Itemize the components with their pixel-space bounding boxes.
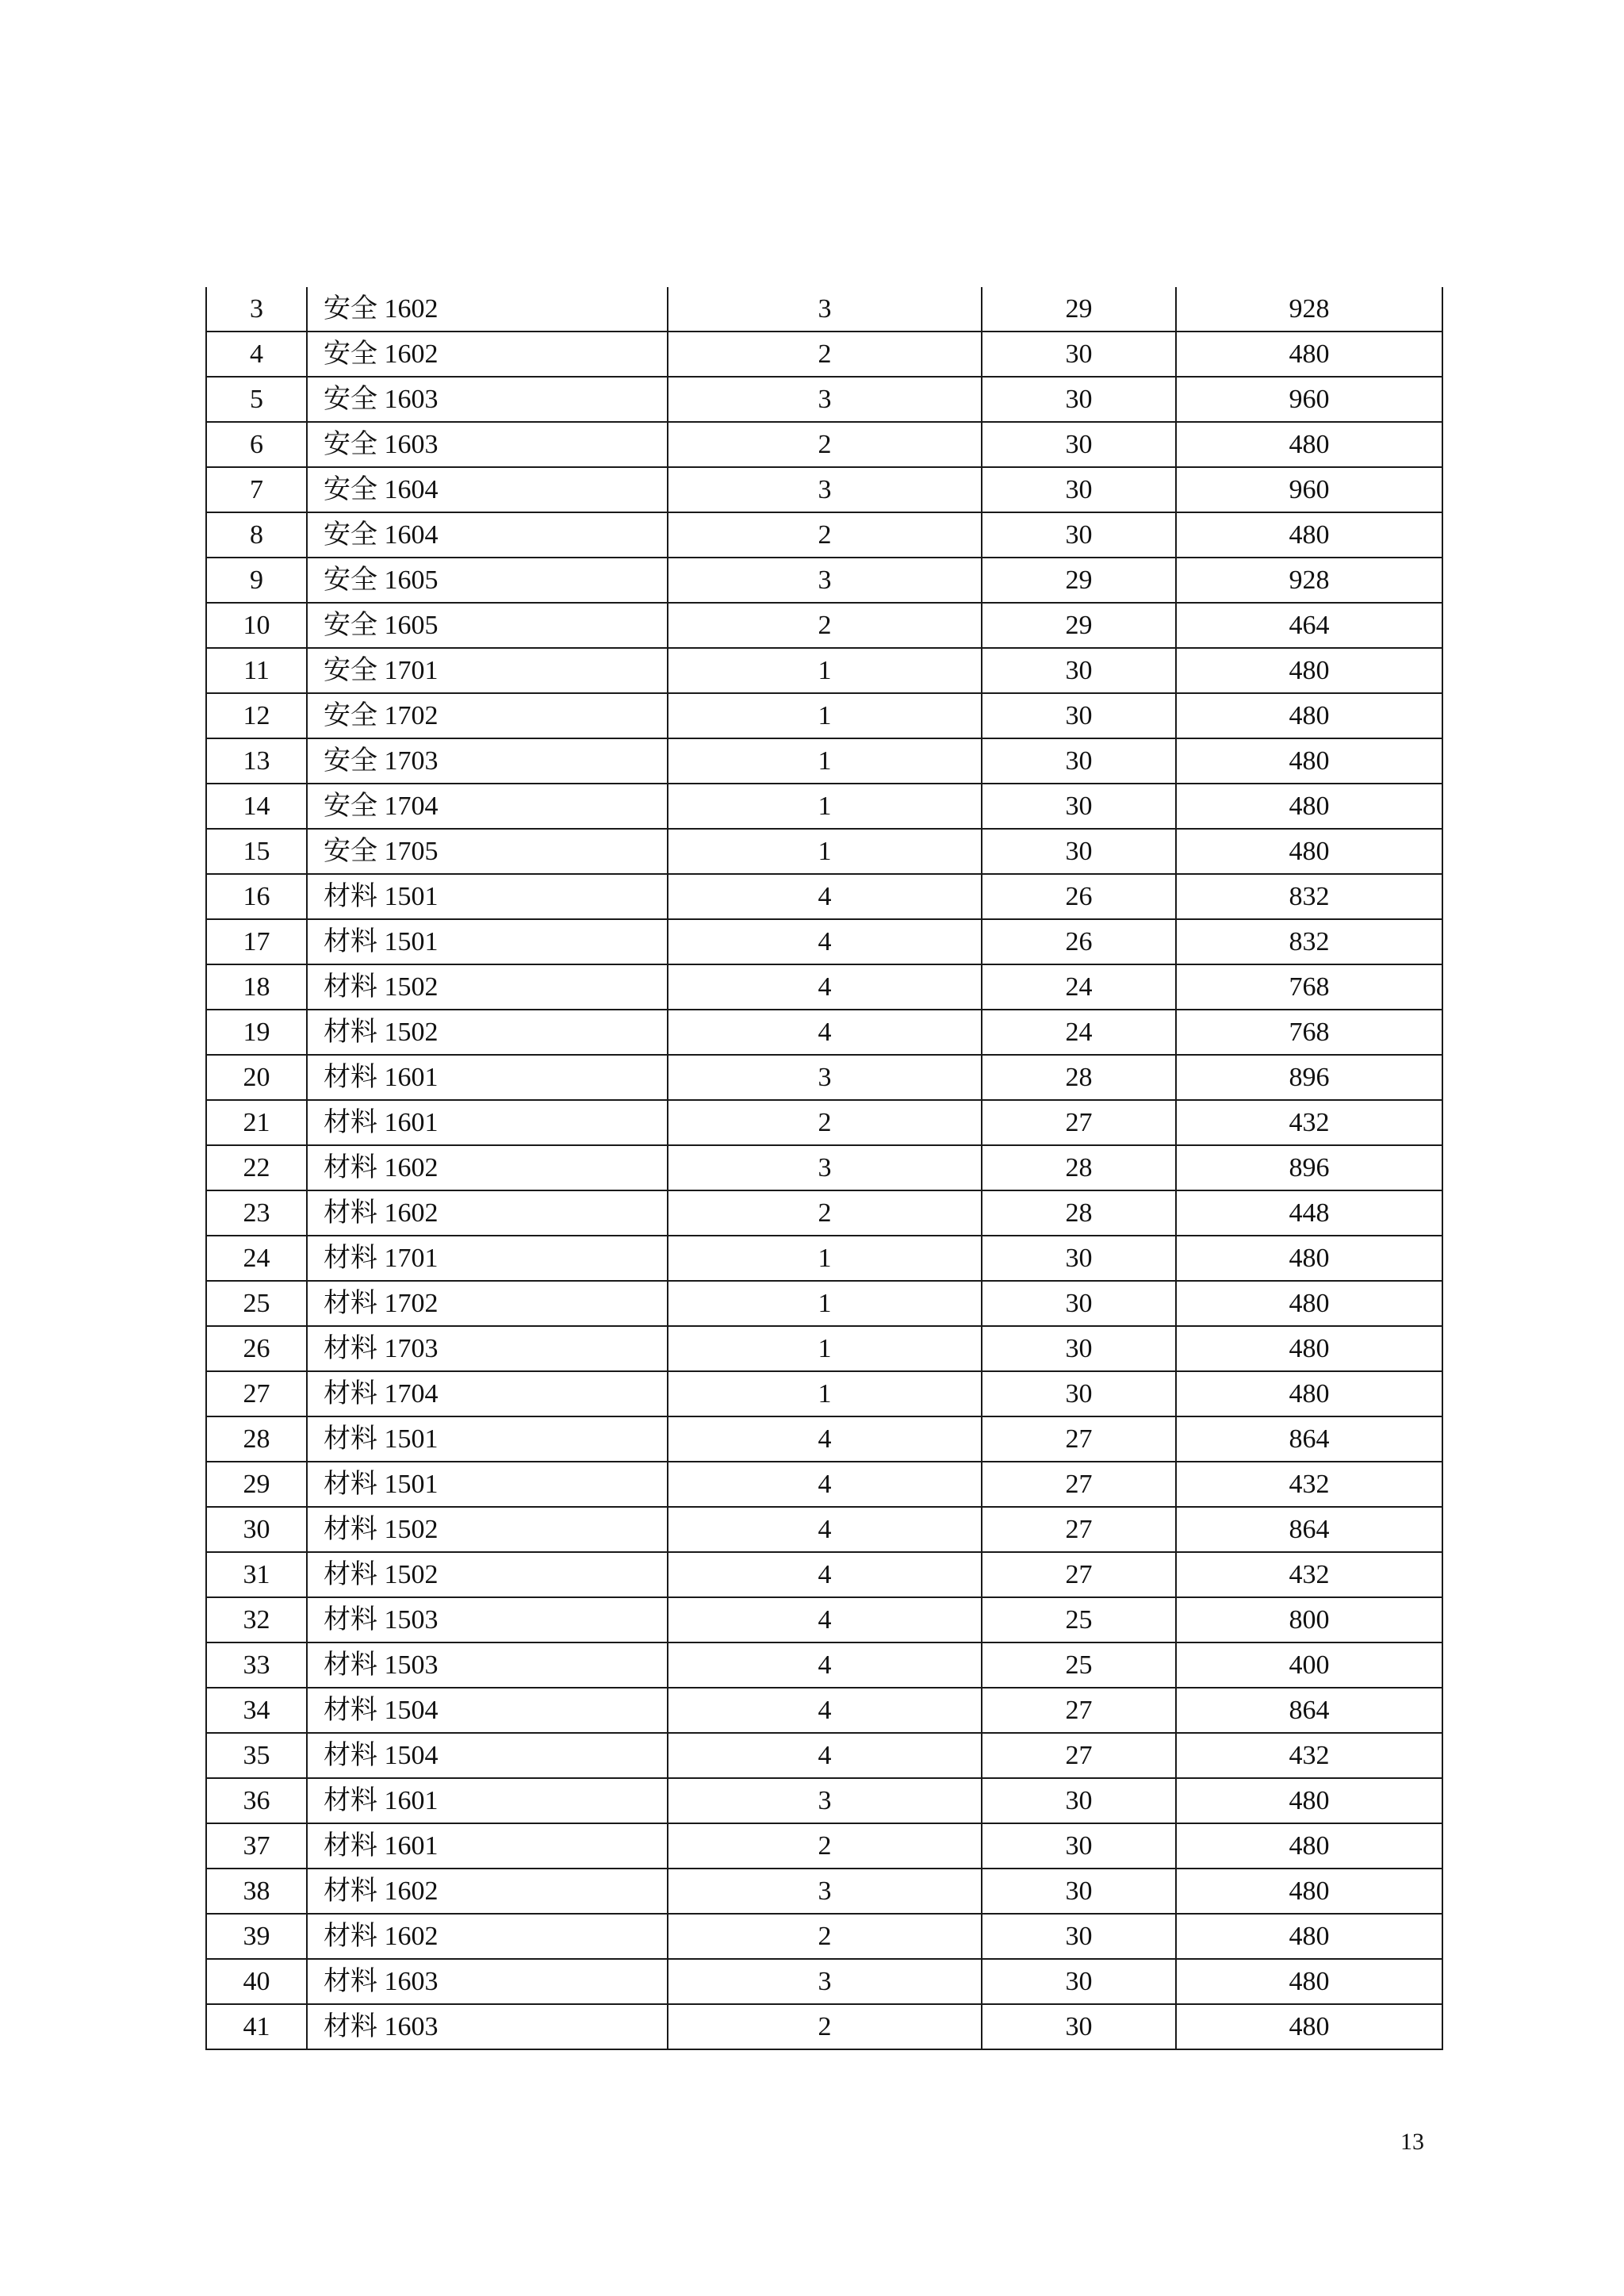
- table-row: [206, 512, 1442, 558]
- table-row: [206, 648, 1442, 693]
- row-number-cell: 9: [206, 558, 307, 603]
- table-row: [206, 1281, 1442, 1326]
- table-row: [206, 1733, 1442, 1778]
- row-number-cell: 39: [206, 1914, 307, 1959]
- value-b-cell: 30: [982, 467, 1176, 512]
- class-name-cell: 材料 1603: [307, 1959, 668, 2004]
- value-c-cell: 864: [1176, 1416, 1442, 1462]
- row-number-cell: 26: [206, 1326, 307, 1371]
- table-row: [206, 1778, 1442, 1823]
- table-row: [206, 422, 1442, 467]
- row-number-cell: 35: [206, 1733, 307, 1778]
- value-c-cell: 480: [1176, 1959, 1442, 2004]
- class-name-cell: 材料 1601: [307, 1823, 668, 1869]
- value-c-cell: 432: [1176, 1100, 1442, 1145]
- class-name-cell: 材料 1602: [307, 1869, 668, 1914]
- value-c-cell: 432: [1176, 1462, 1442, 1507]
- class-name-cell: 安全 1602: [307, 287, 668, 332]
- value-c-cell: 448: [1176, 1190, 1442, 1236]
- value-a-cell: 4: [668, 1688, 982, 1733]
- value-b-cell: 26: [982, 874, 1176, 919]
- value-c-cell: 896: [1176, 1055, 1442, 1100]
- value-b-cell: 30: [982, 784, 1176, 829]
- class-name-cell: 材料 1601: [307, 1778, 668, 1823]
- value-c-cell: 432: [1176, 1552, 1442, 1597]
- value-c-cell: 960: [1176, 377, 1442, 422]
- value-c-cell: 864: [1176, 1507, 1442, 1552]
- value-c-cell: 800: [1176, 1597, 1442, 1642]
- value-b-cell: 30: [982, 1371, 1176, 1416]
- value-a-cell: 4: [668, 874, 982, 919]
- value-c-cell: 480: [1176, 422, 1442, 467]
- value-a-cell: 3: [668, 1145, 982, 1190]
- value-a-cell: 2: [668, 512, 982, 558]
- table-row: [206, 1416, 1442, 1462]
- value-b-cell: 25: [982, 1642, 1176, 1688]
- class-name-cell: 材料 1601: [307, 1055, 668, 1100]
- value-b-cell: 30: [982, 1869, 1176, 1914]
- value-a-cell: 2: [668, 1823, 982, 1869]
- row-number-cell: 23: [206, 1190, 307, 1236]
- class-name-cell: 材料 1501: [307, 1416, 668, 1462]
- table-row: [206, 1914, 1442, 1959]
- table-row: [206, 1642, 1442, 1688]
- row-number-cell: 14: [206, 784, 307, 829]
- value-c-cell: 480: [1176, 693, 1442, 738]
- table-row: [206, 1507, 1442, 1552]
- value-c-cell: 432: [1176, 1733, 1442, 1778]
- value-a-cell: 4: [668, 1552, 982, 1597]
- value-a-cell: 1: [668, 1236, 982, 1281]
- row-number-cell: 40: [206, 1959, 307, 2004]
- value-b-cell: 30: [982, 422, 1176, 467]
- value-c-cell: 480: [1176, 1778, 1442, 1823]
- value-a-cell: 1: [668, 784, 982, 829]
- class-name-cell: 材料 1502: [307, 1010, 668, 1055]
- value-c-cell: 960: [1176, 467, 1442, 512]
- value-a-cell: 3: [668, 1959, 982, 2004]
- class-name-cell: 材料 1503: [307, 1642, 668, 1688]
- class-name-cell: 安全 1702: [307, 693, 668, 738]
- table-row: [206, 1597, 1442, 1642]
- value-c-cell: 768: [1176, 1010, 1442, 1055]
- value-a-cell: 3: [668, 1055, 982, 1100]
- class-name-cell: 材料 1501: [307, 874, 668, 919]
- value-a-cell: 1: [668, 1326, 982, 1371]
- value-c-cell: 400: [1176, 1642, 1442, 1688]
- value-b-cell: 29: [982, 603, 1176, 648]
- table-row: [206, 1055, 1442, 1100]
- value-a-cell: 4: [668, 1010, 982, 1055]
- value-c-cell: 480: [1176, 1869, 1442, 1914]
- row-number-cell: 3: [206, 287, 307, 332]
- value-a-cell: 4: [668, 1507, 982, 1552]
- table-row: [206, 558, 1442, 603]
- class-name-cell: 安全 1604: [307, 467, 668, 512]
- class-name-cell: 安全 1605: [307, 558, 668, 603]
- value-b-cell: 27: [982, 1416, 1176, 1462]
- row-number-cell: 16: [206, 874, 307, 919]
- class-name-cell: 材料 1502: [307, 964, 668, 1010]
- value-b-cell: 30: [982, 377, 1176, 422]
- value-a-cell: 2: [668, 1914, 982, 1959]
- value-c-cell: 832: [1176, 919, 1442, 964]
- value-c-cell: 928: [1176, 558, 1442, 603]
- class-name-cell: 材料 1501: [307, 1462, 668, 1507]
- value-c-cell: 768: [1176, 964, 1442, 1010]
- value-a-cell: 3: [668, 1778, 982, 1823]
- value-c-cell: 480: [1176, 512, 1442, 558]
- value-a-cell: 4: [668, 1416, 982, 1462]
- value-a-cell: 1: [668, 738, 982, 784]
- value-c-cell: 480: [1176, 738, 1442, 784]
- row-number-cell: 21: [206, 1100, 307, 1145]
- value-a-cell: 1: [668, 829, 982, 874]
- value-c-cell: 864: [1176, 1688, 1442, 1733]
- table-row: [206, 1010, 1442, 1055]
- value-b-cell: 26: [982, 919, 1176, 964]
- value-b-cell: 29: [982, 558, 1176, 603]
- value-c-cell: 480: [1176, 332, 1442, 377]
- value-a-cell: 4: [668, 1733, 982, 1778]
- value-b-cell: 28: [982, 1145, 1176, 1190]
- value-c-cell: 480: [1176, 784, 1442, 829]
- value-b-cell: 30: [982, 829, 1176, 874]
- class-name-cell: 材料 1602: [307, 1914, 668, 1959]
- class-name-cell: 材料 1502: [307, 1552, 668, 1597]
- row-number-cell: 25: [206, 1281, 307, 1326]
- table-row: [206, 829, 1442, 874]
- value-b-cell: 28: [982, 1190, 1176, 1236]
- row-number-cell: 28: [206, 1416, 307, 1462]
- value-a-cell: 3: [668, 467, 982, 512]
- value-a-cell: 2: [668, 332, 982, 377]
- table-row: [206, 738, 1442, 784]
- row-number-cell: 11: [206, 648, 307, 693]
- value-a-cell: 4: [668, 964, 982, 1010]
- value-c-cell: 480: [1176, 1823, 1442, 1869]
- value-a-cell: 4: [668, 1462, 982, 1507]
- row-number-cell: 37: [206, 1823, 307, 1869]
- row-number-cell: 32: [206, 1597, 307, 1642]
- value-a-cell: 1: [668, 648, 982, 693]
- table-row: [206, 1326, 1442, 1371]
- table-row: [206, 603, 1442, 648]
- class-name-cell: 安全 1605: [307, 603, 668, 648]
- table-row: [206, 1145, 1442, 1190]
- row-number-cell: 24: [206, 1236, 307, 1281]
- row-number-cell: 18: [206, 964, 307, 1010]
- class-name-cell: 材料 1704: [307, 1371, 668, 1416]
- row-number-cell: 13: [206, 738, 307, 784]
- class-name-cell: 安全 1704: [307, 784, 668, 829]
- table-row: [206, 1688, 1442, 1733]
- table-row: [206, 1100, 1442, 1145]
- value-b-cell: 30: [982, 693, 1176, 738]
- value-b-cell: 30: [982, 2004, 1176, 2049]
- row-number-cell: 31: [206, 1552, 307, 1597]
- table-row: [206, 287, 1442, 332]
- value-a-cell: 2: [668, 1100, 982, 1145]
- class-name-cell: 材料 1603: [307, 2004, 668, 2049]
- table-row: [206, 377, 1442, 422]
- value-b-cell: 30: [982, 1326, 1176, 1371]
- table-row: [206, 1869, 1442, 1914]
- value-c-cell: 480: [1176, 2004, 1442, 2049]
- row-number-cell: 20: [206, 1055, 307, 1100]
- value-c-cell: 928: [1176, 287, 1442, 332]
- class-name-cell: 材料 1602: [307, 1190, 668, 1236]
- value-c-cell: 480: [1176, 1371, 1442, 1416]
- row-number-cell: 15: [206, 829, 307, 874]
- class-name-cell: 材料 1503: [307, 1597, 668, 1642]
- row-number-cell: 8: [206, 512, 307, 558]
- value-a-cell: 3: [668, 287, 982, 332]
- table-row: [206, 1371, 1442, 1416]
- table-row: [206, 784, 1442, 829]
- table-row: [206, 1552, 1442, 1597]
- row-number-cell: 6: [206, 422, 307, 467]
- row-number-cell: 30: [206, 1507, 307, 1552]
- value-a-cell: 4: [668, 1642, 982, 1688]
- value-b-cell: 30: [982, 332, 1176, 377]
- table-row: [206, 693, 1442, 738]
- row-number-cell: 12: [206, 693, 307, 738]
- value-b-cell: 30: [982, 1778, 1176, 1823]
- class-name-cell: 安全 1604: [307, 512, 668, 558]
- class-name-cell: 材料 1702: [307, 1281, 668, 1326]
- row-number-cell: 41: [206, 2004, 307, 2049]
- class-name-cell: 安全 1705: [307, 829, 668, 874]
- table-row: [206, 964, 1442, 1010]
- table-row: [206, 1236, 1442, 1281]
- class-name-cell: 材料 1501: [307, 919, 668, 964]
- class-name-cell: 安全 1603: [307, 422, 668, 467]
- class-name-cell: 安全 1602: [307, 332, 668, 377]
- row-number-cell: 22: [206, 1145, 307, 1190]
- value-c-cell: 480: [1176, 1281, 1442, 1326]
- value-b-cell: 25: [982, 1597, 1176, 1642]
- value-b-cell: 27: [982, 1100, 1176, 1145]
- table-row: [206, 1462, 1442, 1507]
- class-name-cell: 安全 1603: [307, 377, 668, 422]
- table-row: [206, 2004, 1442, 2049]
- row-number-cell: 19: [206, 1010, 307, 1055]
- value-a-cell: 1: [668, 693, 982, 738]
- value-b-cell: 30: [982, 512, 1176, 558]
- table-row: [206, 1823, 1442, 1869]
- value-c-cell: 480: [1176, 648, 1442, 693]
- table-row: [206, 467, 1442, 512]
- value-a-cell: 1: [668, 1281, 982, 1326]
- value-c-cell: 480: [1176, 1236, 1442, 1281]
- row-number-cell: 27: [206, 1371, 307, 1416]
- class-name-cell: 材料 1601: [307, 1100, 668, 1145]
- table-row: [206, 919, 1442, 964]
- value-b-cell: 27: [982, 1462, 1176, 1507]
- table-row: [206, 874, 1442, 919]
- class-name-cell: 安全 1701: [307, 648, 668, 693]
- class-name-cell: 材料 1504: [307, 1733, 668, 1778]
- value-c-cell: 896: [1176, 1145, 1442, 1190]
- page-number: 13: [1400, 2129, 1424, 2155]
- value-a-cell: 4: [668, 1597, 982, 1642]
- value-c-cell: 480: [1176, 1326, 1442, 1371]
- row-number-cell: 17: [206, 919, 307, 964]
- row-number-cell: 5: [206, 377, 307, 422]
- value-b-cell: 30: [982, 1281, 1176, 1326]
- value-b-cell: 27: [982, 1733, 1176, 1778]
- value-a-cell: 2: [668, 2004, 982, 2049]
- data-table: [205, 287, 1443, 2050]
- row-number-cell: 36: [206, 1778, 307, 1823]
- value-b-cell: 30: [982, 1914, 1176, 1959]
- value-a-cell: 2: [668, 603, 982, 648]
- value-b-cell: 30: [982, 648, 1176, 693]
- class-name-cell: 材料 1602: [307, 1145, 668, 1190]
- row-number-cell: 38: [206, 1869, 307, 1914]
- row-number-cell: 29: [206, 1462, 307, 1507]
- value-b-cell: 27: [982, 1507, 1176, 1552]
- row-number-cell: 4: [206, 332, 307, 377]
- value-a-cell: 4: [668, 919, 982, 964]
- value-a-cell: 2: [668, 422, 982, 467]
- value-b-cell: 24: [982, 1010, 1176, 1055]
- class-name-cell: 材料 1504: [307, 1688, 668, 1733]
- value-b-cell: 30: [982, 1959, 1176, 2004]
- value-b-cell: 30: [982, 1823, 1176, 1869]
- class-name-cell: 材料 1502: [307, 1507, 668, 1552]
- value-a-cell: 2: [668, 1190, 982, 1236]
- row-number-cell: 10: [206, 603, 307, 648]
- value-b-cell: 29: [982, 287, 1176, 332]
- value-c-cell: 464: [1176, 603, 1442, 648]
- table-row: [206, 1959, 1442, 2004]
- value-b-cell: 27: [982, 1552, 1176, 1597]
- table-body: [206, 287, 1442, 2049]
- class-name-cell: 安全 1703: [307, 738, 668, 784]
- row-number-cell: 34: [206, 1688, 307, 1733]
- value-a-cell: 3: [668, 377, 982, 422]
- value-b-cell: 28: [982, 1055, 1176, 1100]
- value-a-cell: 3: [668, 558, 982, 603]
- value-c-cell: 480: [1176, 829, 1442, 874]
- value-a-cell: 1: [668, 1371, 982, 1416]
- class-name-cell: 材料 1701: [307, 1236, 668, 1281]
- value-c-cell: 832: [1176, 874, 1442, 919]
- row-number-cell: 33: [206, 1642, 307, 1688]
- table-row: [206, 332, 1442, 377]
- table-row: [206, 1190, 1442, 1236]
- value-b-cell: 27: [982, 1688, 1176, 1733]
- value-b-cell: 24: [982, 964, 1176, 1010]
- value-a-cell: 3: [668, 1869, 982, 1914]
- value-b-cell: 30: [982, 738, 1176, 784]
- row-number-cell: 7: [206, 467, 307, 512]
- value-b-cell: 30: [982, 1236, 1176, 1281]
- class-name-cell: 材料 1703: [307, 1326, 668, 1371]
- value-c-cell: 480: [1176, 1914, 1442, 1959]
